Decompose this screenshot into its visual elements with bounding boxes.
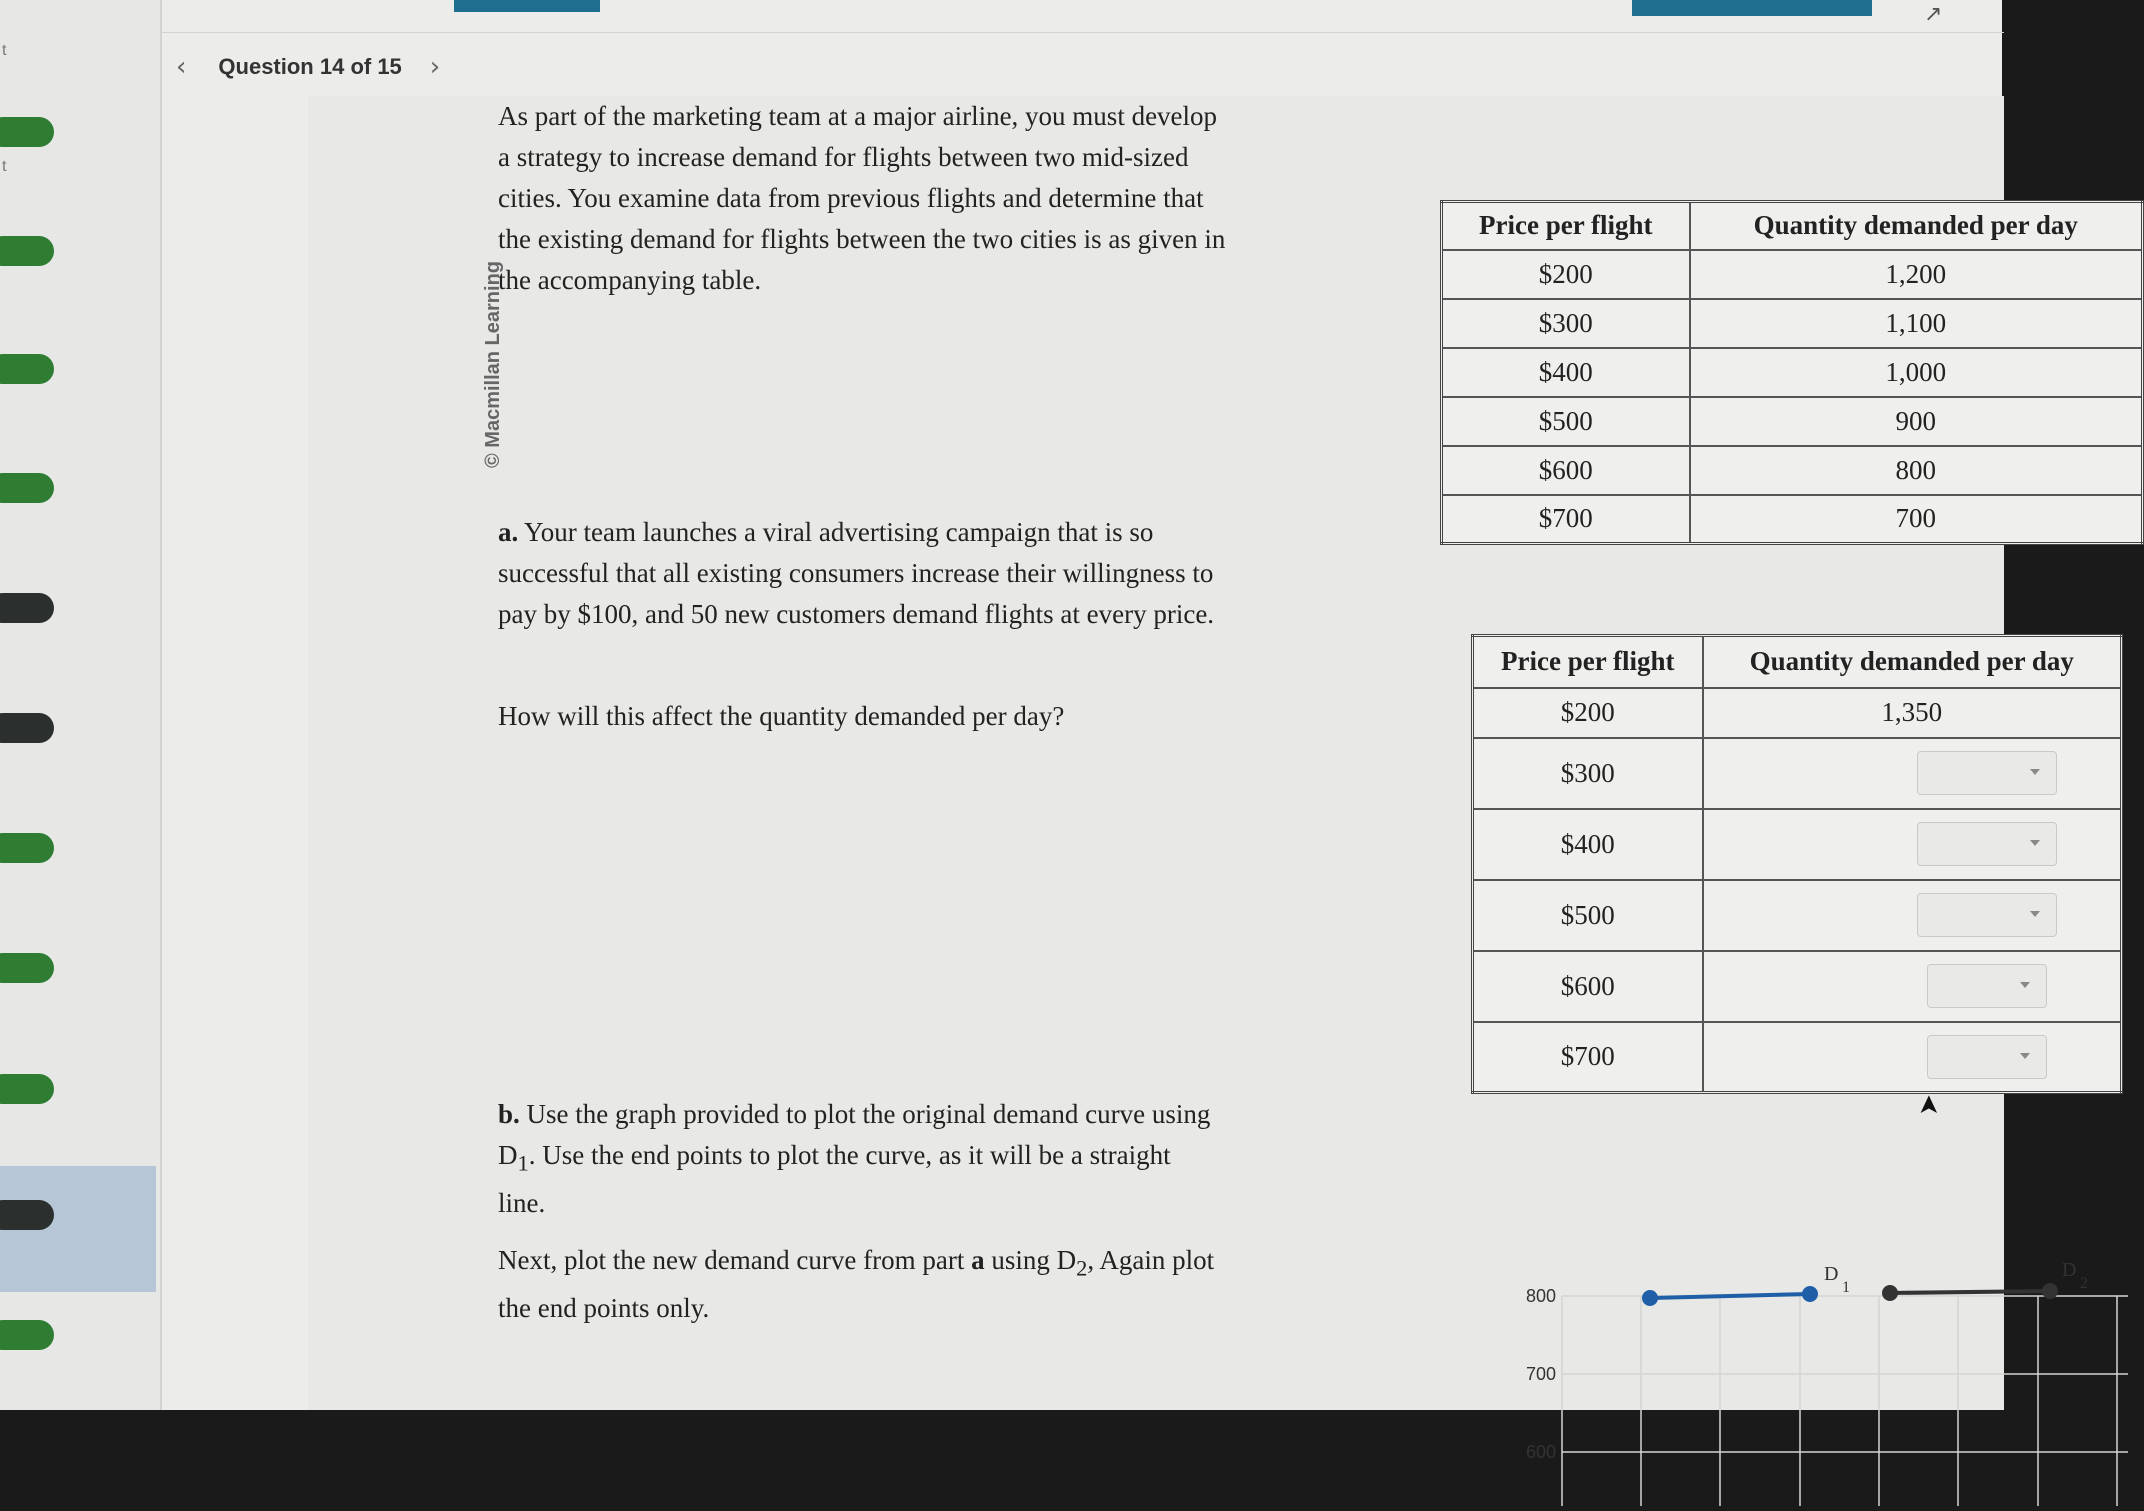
part-b-body-1: Use the graph provided to plot the original demand curve using D (498, 1099, 1211, 1170)
chevron-left-icon[interactable]: ‹ (176, 52, 187, 82)
column-header: Quantity demanded per day (1703, 636, 2122, 688)
price-cell: $600 (1442, 446, 1690, 495)
question-status-pill[interactable] (0, 953, 54, 983)
y-tick-label: 700 (1525, 1364, 1556, 1384)
price-cell: $700 (1473, 1022, 1703, 1093)
d1-subscript: 1 (517, 1150, 529, 1176)
part-b-next-3: , Again plot the end points only. (498, 1245, 1215, 1324)
table-row (1473, 880, 2122, 951)
part-b-next-2: using D (984, 1245, 1077, 1275)
d1-endpoint-handle[interactable] (1802, 1286, 1818, 1302)
question-list-sidebar (0, 0, 160, 1410)
table-row (1442, 495, 2143, 544)
column-header: Price per flight (1442, 202, 1690, 250)
question-status-pill[interactable] (0, 1320, 54, 1350)
quantity-dropdown[interactable] (1917, 893, 2057, 937)
y-tick-label: 800 (1525, 1286, 1556, 1306)
part-b-next-text (498, 1240, 1228, 1329)
table-row (1442, 446, 2143, 495)
question-status-pill[interactable] (0, 1074, 54, 1104)
d1-endpoint-handle[interactable] (1642, 1290, 1658, 1306)
quantity-cell (1703, 951, 2122, 1022)
column-header: Price per flight (1473, 636, 1703, 688)
quantity-cell (1703, 1022, 2122, 1093)
part-b-body-2: . Use the end points to plot the curve, as it will be a straight line. (498, 1140, 1171, 1219)
quantity-cell: 1,000 (1690, 348, 2143, 397)
quantity-cell: 1,200 (1690, 250, 2143, 299)
price-cell: $500 (1473, 880, 1703, 951)
part-a-question: How will this affect the quantity demanded per day? (498, 701, 1065, 731)
question-status-pill[interactable] (0, 713, 54, 743)
new-demand-table (1471, 634, 2123, 1094)
quantity-cell: 800 (1690, 446, 2143, 495)
quantity-dropdown[interactable] (1917, 751, 2057, 795)
question-status-pill[interactable] (0, 593, 54, 623)
y-tick-label: 600 (1525, 1442, 1556, 1462)
mouse-pointer-icon: ➤ (1913, 1094, 1944, 1116)
quantity-cell: 700 (1690, 495, 2143, 544)
table-header-row (1473, 636, 2122, 688)
table-row (1442, 397, 2143, 446)
question-page (160, 0, 2088, 1462)
intro-text: As part of the marketing team at a major airline, you must develop a strategy to increase demand for flights between two mid-sized cities. You examine data from previous flights and determine that the existing demand for flights between the two cities is as given in the accompanying table. (498, 101, 1226, 295)
d1-label-subscript: 1 (1842, 1279, 1850, 1296)
price-cell: $300 (1442, 299, 1690, 348)
graph-svg[interactable] (1498, 1259, 2138, 1506)
grid-lines (1562, 1296, 2128, 1506)
question-status-pill[interactable] (0, 833, 54, 863)
sidebar-edge-text: t (2, 158, 7, 175)
d2-curve-line[interactable] (1890, 1291, 2050, 1293)
toolbar-button[interactable] (454, 0, 600, 12)
price-cell: $400 (1442, 348, 1690, 397)
question-status-pill[interactable] (0, 354, 54, 384)
part-b-next-bold: a (971, 1245, 985, 1275)
question-navigation (176, 52, 440, 82)
part-b-label: b. (498, 1099, 520, 1129)
d2-endpoint-handle[interactable] (1882, 1285, 1898, 1301)
question-status-pill[interactable] (0, 1200, 54, 1230)
d1-label: D (1824, 1263, 1839, 1285)
quantity-cell: 1,100 (1690, 299, 2143, 348)
copyright-credit: © Macmillan Learning (482, 260, 504, 468)
price-cell: $700 (1442, 495, 1690, 544)
d2-endpoint-handle[interactable] (2042, 1283, 2058, 1299)
table-row (1473, 1022, 2122, 1093)
demand-graph[interactable] (1498, 1259, 2138, 1506)
caret-down-icon (2020, 1053, 2030, 1059)
price-cell: $200 (1473, 688, 1703, 738)
price-cell: $400 (1473, 809, 1703, 880)
header-divider (162, 32, 2004, 33)
existing-demand-table (1440, 200, 2144, 545)
toolbar-button[interactable] (1632, 0, 1872, 16)
quantity-dropdown[interactable] (1927, 1035, 2047, 1079)
quantity-cell (1703, 738, 2122, 809)
table-header-row (1442, 202, 2143, 250)
question-content (308, 96, 2088, 1462)
table-row (1473, 688, 2122, 738)
part-a-text (498, 512, 1218, 635)
question-status-pill[interactable] (0, 473, 54, 503)
quantity-cell (1703, 809, 2122, 880)
caret-down-icon (2030, 769, 2040, 775)
question-status-pill[interactable] (0, 236, 54, 266)
quantity-cell: 1,350 (1703, 688, 2122, 738)
column-header: Quantity demanded per day (1690, 202, 2143, 250)
quantity-dropdown[interactable] (1927, 964, 2047, 1008)
chevron-right-icon[interactable]: › (429, 52, 441, 82)
quantity-dropdown[interactable] (1917, 822, 2057, 866)
d2-label: D (2062, 1259, 2077, 1281)
part-a-body: Your team launches a viral advertising campaign that is so successful that all existing consumers increase their willingness to pay by $100, and 50 new customers demand flights at every price. (498, 517, 1215, 629)
table-row (1473, 951, 2122, 1022)
table-row (1442, 250, 2143, 299)
quantity-cell: 900 (1690, 397, 2143, 446)
caret-down-icon (2030, 840, 2040, 846)
question-counter: Question 14 of 15 (218, 54, 402, 79)
d2-subscript: 2 (1076, 1255, 1088, 1281)
table-row (1442, 348, 2143, 397)
d1-curve-line[interactable] (1650, 1294, 1810, 1298)
price-cell: $300 (1473, 738, 1703, 809)
caret-down-icon (2020, 982, 2030, 988)
table-row (1473, 738, 2122, 809)
price-cell: $200 (1442, 250, 1690, 299)
table-row (1473, 809, 2122, 880)
d2-label-subscript: 2 (2080, 1275, 2088, 1292)
expand-icon[interactable]: ↗ (1924, 2, 1943, 27)
part-b-next-1: Next, plot the new demand curve from part (498, 1245, 972, 1275)
price-cell: $500 (1442, 397, 1690, 446)
caret-down-icon (2030, 911, 2040, 917)
question-status-pill[interactable] (0, 117, 54, 147)
quantity-cell (1703, 880, 2122, 951)
table-row (1442, 299, 2143, 348)
price-cell: $600 (1473, 951, 1703, 1022)
sidebar-edge-text: t (2, 42, 7, 59)
part-a-label: a. (498, 517, 519, 547)
part-b-text (498, 1094, 1218, 1224)
